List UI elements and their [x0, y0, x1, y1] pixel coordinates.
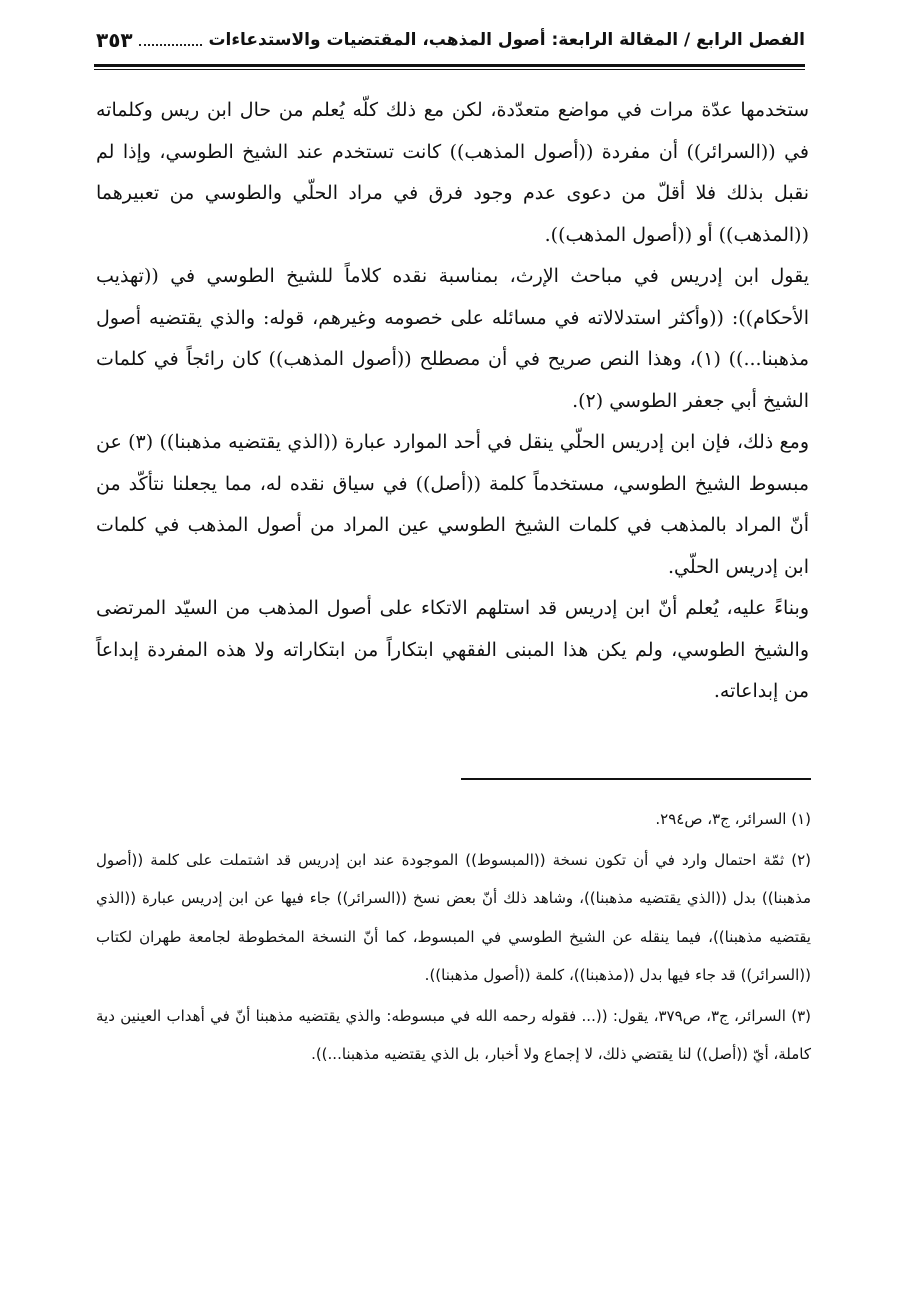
page-number: ٣٥٣ — [96, 28, 133, 52]
header-rule — [94, 64, 805, 67]
footnote: (٣) السرائر، ج٣، ص٣٧٩، يقول: ((... فقوله رحمه الله في مبسوطه: والذي يقتضيه مذهبنا أنّ في أهداب العينين دية كاملة، أيّ ((أصل)) لنا يقتضي ذلك، لا إجماع ولا أخبار، بل الذي يقتضيه مذهبنا...)). — [96, 1006, 812, 1063]
header-rule-thin — [94, 69, 805, 70]
running-header — [96, 28, 805, 52]
footnotes — [96, 800, 811, 1074]
paragraph: يقول ابن إدريس في مباحث الإرث، بمناسبة نقده كلاماً للشيخ الطوسي في ((تهذيب الأحكام)): ((وأكثر استدلالاته في مسائله على خصومه وغيرهم، قوله: والذي يقتضيه أصول مذهبنا...)) (١)، وهذا النص صريح في أن مصطلح ((أصول المذهب)) كان رائجاً في كلمات الشيخ أبي جعفر الطوسي (٢). — [96, 265, 809, 412]
paragraph: ستخدمها عدّة مرات في مواضع متعدّدة، لكن مع ذلك كلّه يُعلم من حال ابن ريس وكلماته في ((السرائر)) أن مفردة ((أصول المذهب)) كانت تستخدم عند الشيخ الطوسي، وإذا لم نقبل بذلك فلا أقلّ من دعوى عدم وجود فرق في مراد الحلّي والطوسي من تعبيرهما ((المذهب)) أو ((أصول المذهب)). — [96, 99, 809, 246]
footnote-separator — [461, 778, 811, 780]
paragraph: وبناءً عليه، يُعلم أنّ ابن إدريس قد استلهم الاتكاء على أصول المذهب من السيّد المرتضى والشيخ الطوسي، ولم يكن هذا المبنى الفقهي ابتكاراً من ابتكاراته ولا هذه المفردة إبداعاً من إبداعاته. — [96, 597, 809, 702]
chapter-title: الفصل الرابع / المقالة الرابعة: أصول المذهب، المقتضيات والاستدعاءات — [208, 30, 805, 50]
header-dot-leader — [139, 34, 203, 46]
body-text — [96, 90, 809, 713]
footnote: (٢) ثمّة احتمال وارد في أن تكون نسخة ((المبسوط)) الموجودة عند ابن إدريس قد اشتملت على كلمة ((أصول مذهبنا)) بدل ((الذي يقتضيه مذهبنا))، وشاهد ذلك أنّ بعض نسخ ((السرائر)) جاء فيها عن ابن إدريس عبارة ((الذي يقتضيه مذهبنا))، فيما ينقله عن الشيخ الطوسي في المبسوط، كما أنّ النسخة المخطوطة لجامعة طهران لكتاب ((السرائر)) قد جاء فيها بدل ((مذهبنا))، كلمة ((أصول مذهبنا)). — [96, 850, 811, 984]
footnote: (١) السرائر، ج٣، ص٢٩٤. — [655, 810, 811, 828]
paragraph: ومع ذلك، فإن ابن إدريس الحلّي ينقل في أحد الموارد عبارة ((الذي يقتضيه مذهبنا)) (٣) عن مبسوط الشيخ الطوسي، مستخدماً كلمة ((أصل)) في سياق نقده له، مما يجعلنا نتأكّد من أنّ المراد بالمذهب في كلمات الشيخ الطوسي عين المراد من أصول المذهب في كلمات ابن إدريس الحلّي. — [96, 431, 809, 578]
